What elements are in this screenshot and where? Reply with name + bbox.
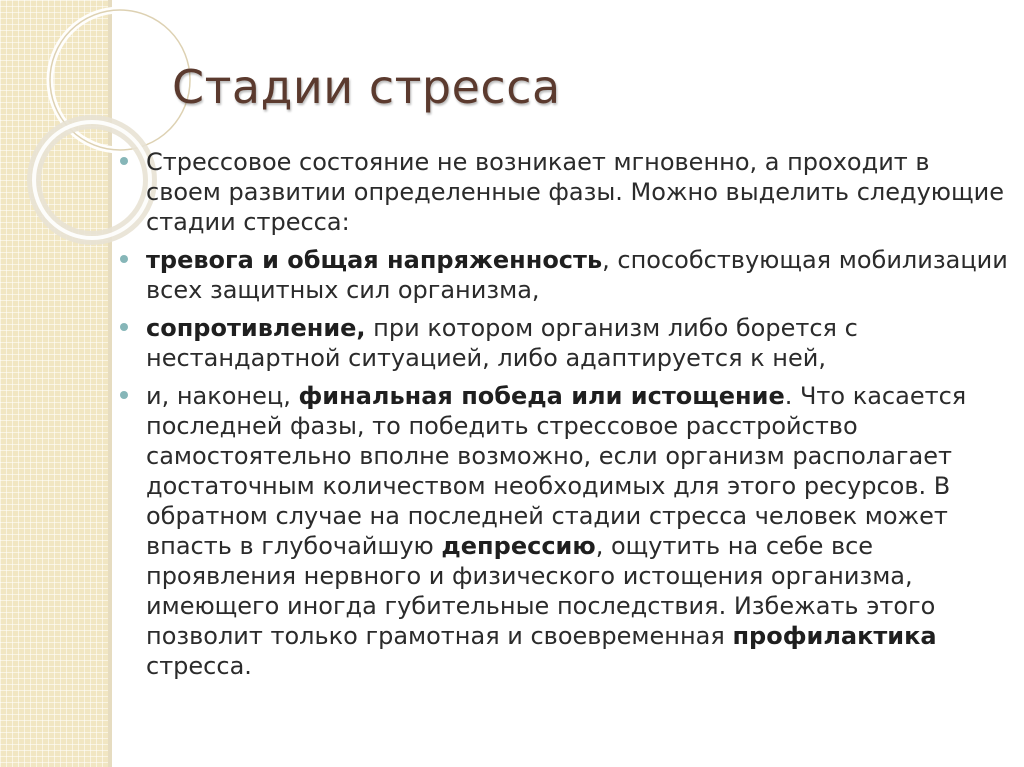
bullet-list [118,147,1008,689]
bullet-dot-icon [120,391,128,399]
bullet-text: стресса. [146,652,252,680]
bullet-item [118,147,1008,237]
bullet-text: . Что касается последней фазы, то победить стрессовое расстройство самостоятельно вполне возможно, если организм располагает достаточным количеством необходимых для этого ресурсов. В обратном случае на последней стадии стресса человек может впасть в глубочайшую [146,382,967,560]
bullet-text: Стрессовое состояние не возникает мгновенно, а проходит в своем развитии определенные фазы. Можно выделить следующие стадии стресса: [146,148,1004,236]
bullet-item [118,313,1008,373]
bullet-dot-icon [120,157,128,165]
bullet-dot-icon [120,255,128,263]
bullet-bold-text: тревога и общая напряженность [146,246,603,274]
bullet-item [118,245,1008,305]
bullet-item [118,381,1008,681]
bullet-text: и, наконец, [146,382,299,410]
bullet-dot-icon [120,323,128,331]
slide-title: Стадии стресса [172,60,561,114]
bullet-text: , способствующая мобилизации всех защитных сил организма, [146,246,1008,304]
bullet-bold-text: сопротивление, [146,314,366,342]
bullet-text: , ощутить на себе все проявления нервного и физического истощения организма, имеющего иногда губительные последствия. Избежать этого позволит только грамотная и своевременная [146,532,936,650]
bullet-bold-text: финальная победа или истощение [298,382,785,410]
bullet-text: при котором организм либо борется с нестандартной ситуацией, либо адаптируется к ней, [146,314,858,372]
bullet-bold-text: депрессию [441,532,596,560]
bullet-bold-text: профилактика [732,622,937,650]
